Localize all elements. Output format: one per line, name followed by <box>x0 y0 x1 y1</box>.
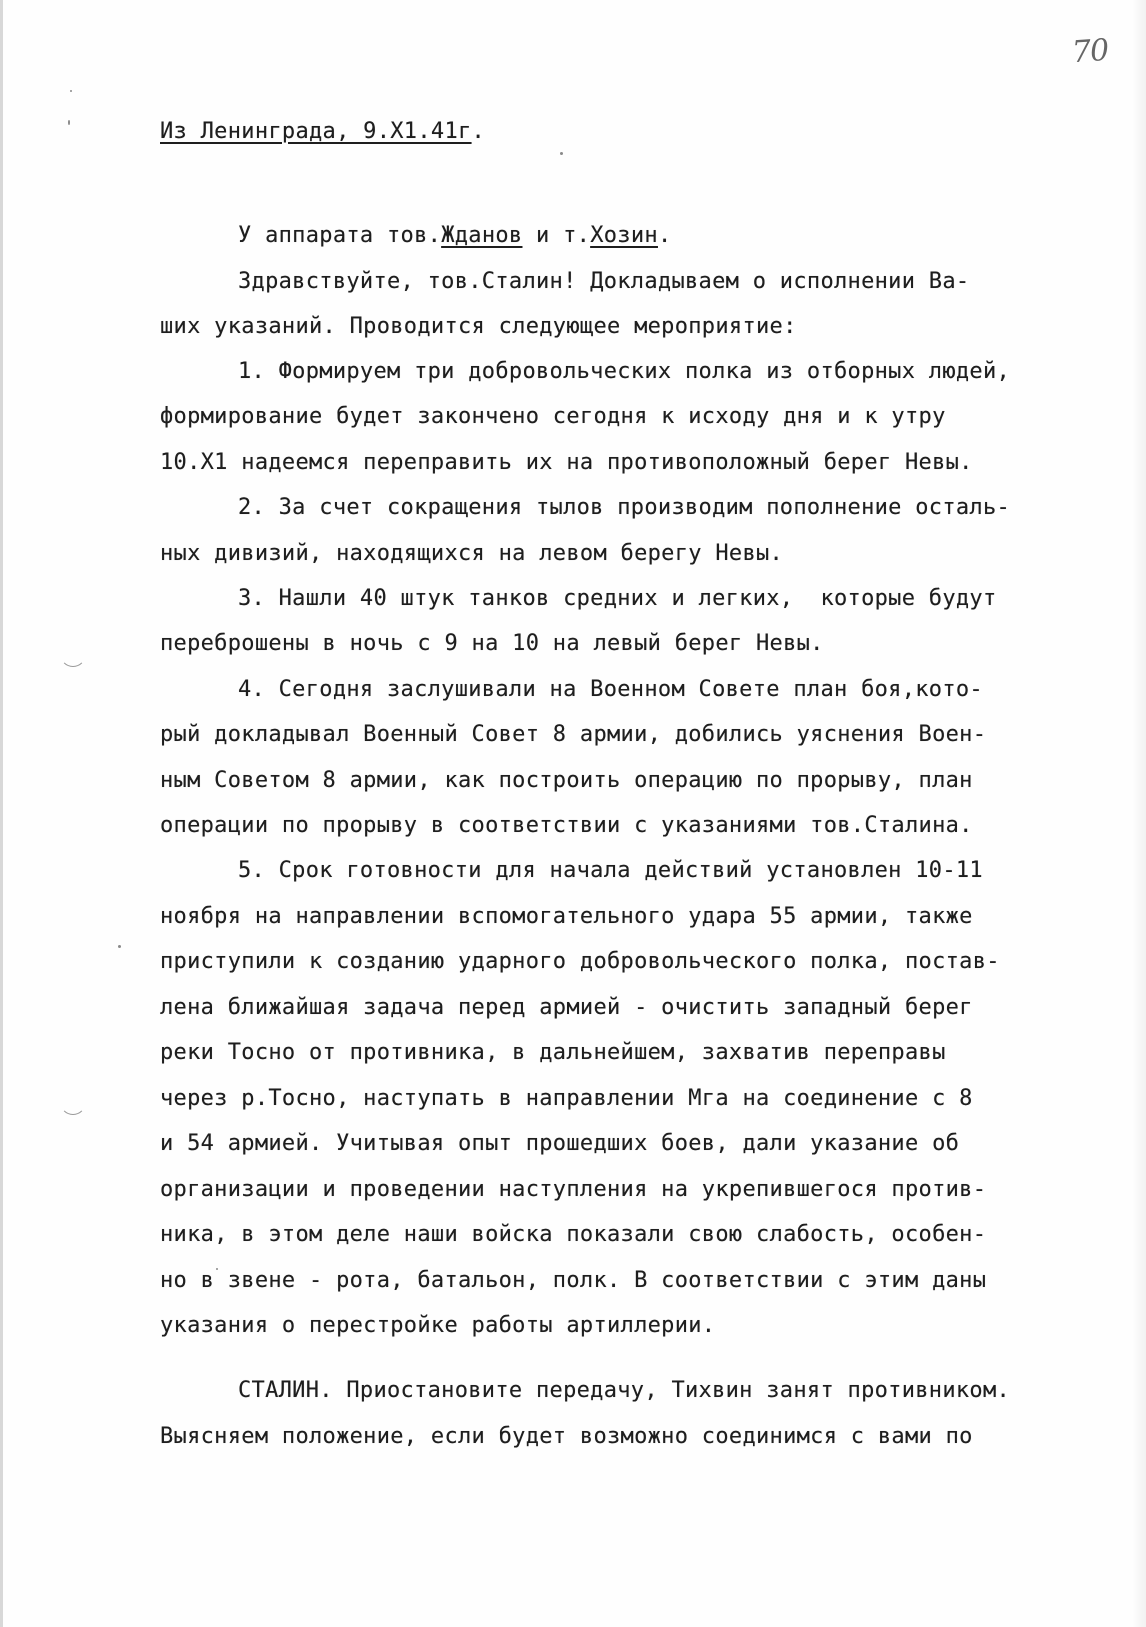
text-line: лена ближайшая задача перед армией - очистить западный берег <box>160 995 973 1020</box>
ink-speck <box>560 152 563 155</box>
text-line: но в звене - рота, батальон, полк. В соответствии с этим даны <box>160 1268 987 1293</box>
place-date: Из Ленинграда, 9.Х1.41г <box>160 119 472 144</box>
text-line: ных дивизий, находящихся на левом берегу Невы. <box>160 541 784 566</box>
header-period: . <box>471 119 486 144</box>
intro-line <box>238 222 671 250</box>
text-line: ным Советом 8 армии, как построить операцию по прорыву, план <box>160 768 973 793</box>
text-line: 1. Формируем три добровольческих полка из отборных людей, <box>238 359 1011 384</box>
ink-speck <box>68 120 70 125</box>
text-line: Выясняем положение, если будет возможно соединимся с вами по <box>160 1424 973 1449</box>
text-line: СТАЛИН. Приостановите передачу, Тихвин занят противником. <box>238 1378 1011 1403</box>
text-line: ника, в этом деле наши войска показали свою слабость, особен- <box>160 1222 987 1247</box>
text-line: Здравствуйте, тов.Сталин! Докладываем о исполнении Ва- <box>238 269 970 294</box>
intro-suffix: . <box>657 223 672 248</box>
intro-prefix: У аппарата тов. <box>238 223 442 248</box>
text-line: 3. Нашли 40 штук танков средних и легких, которые будут <box>238 586 997 611</box>
text-line: ноября на направлении вспомогательного удара 55 армии, также <box>160 904 973 929</box>
text-line: ших указаний. Проводится следующее мероприятие: <box>160 314 797 339</box>
text-line: реки Тосно от противника, в дальнейшем, захватив переправы <box>160 1040 946 1065</box>
page-left-edge <box>0 0 3 1627</box>
text-line: 2. За счет сокращения тылов производим пополнение осталь- <box>238 495 1011 520</box>
text-line: организации и проведении наступления на укрепившегося против- <box>160 1177 987 1202</box>
ink-speck <box>118 945 121 948</box>
punch-hole-mark <box>60 1100 86 1115</box>
ink-speck <box>70 90 72 92</box>
text-line: приступили к созданию ударного добровольческого полка, постав- <box>160 949 1000 974</box>
text-line: операции по прорыву в соответствии с указаниями тов.Сталина. <box>160 813 973 838</box>
text-line: 5. Срок готовности для начала действий установлен 10-11 <box>238 858 983 883</box>
punch-hole-mark <box>60 652 86 667</box>
name-zhdanov: Жданов <box>441 223 523 248</box>
name-khozin: Хозин <box>590 223 658 248</box>
text-line: указания о перестройке работы артиллерии. <box>160 1313 716 1338</box>
text-line: через р.Тосно, наступать в направлении Мга на соединение с 8 <box>160 1086 973 1111</box>
text-line: и 54 армией. Учитывая опыт прошедших боев, дали указание об <box>160 1131 960 1156</box>
text-line: переброшены в ночь с 9 на 10 на левый берег Невы. <box>160 631 824 656</box>
intro-middle: и т. <box>522 223 591 248</box>
document-header <box>160 118 485 146</box>
text-line: 10.Х1 надеемся переправить их на противоположный берег Невы. <box>160 450 973 475</box>
page-right-shadow <box>1132 0 1146 1627</box>
text-line: 4. Сегодня заслушивали на Военном Совете план боя,кото- <box>238 677 983 702</box>
text-line: рый докладывал Военный Совет 8 армии, добились уяснения Воен- <box>160 722 987 747</box>
text-line: формирование будет закончено сегодня к исходу дня и к утру <box>160 404 946 429</box>
handwritten-page-number: 70 <box>1070 32 1110 71</box>
